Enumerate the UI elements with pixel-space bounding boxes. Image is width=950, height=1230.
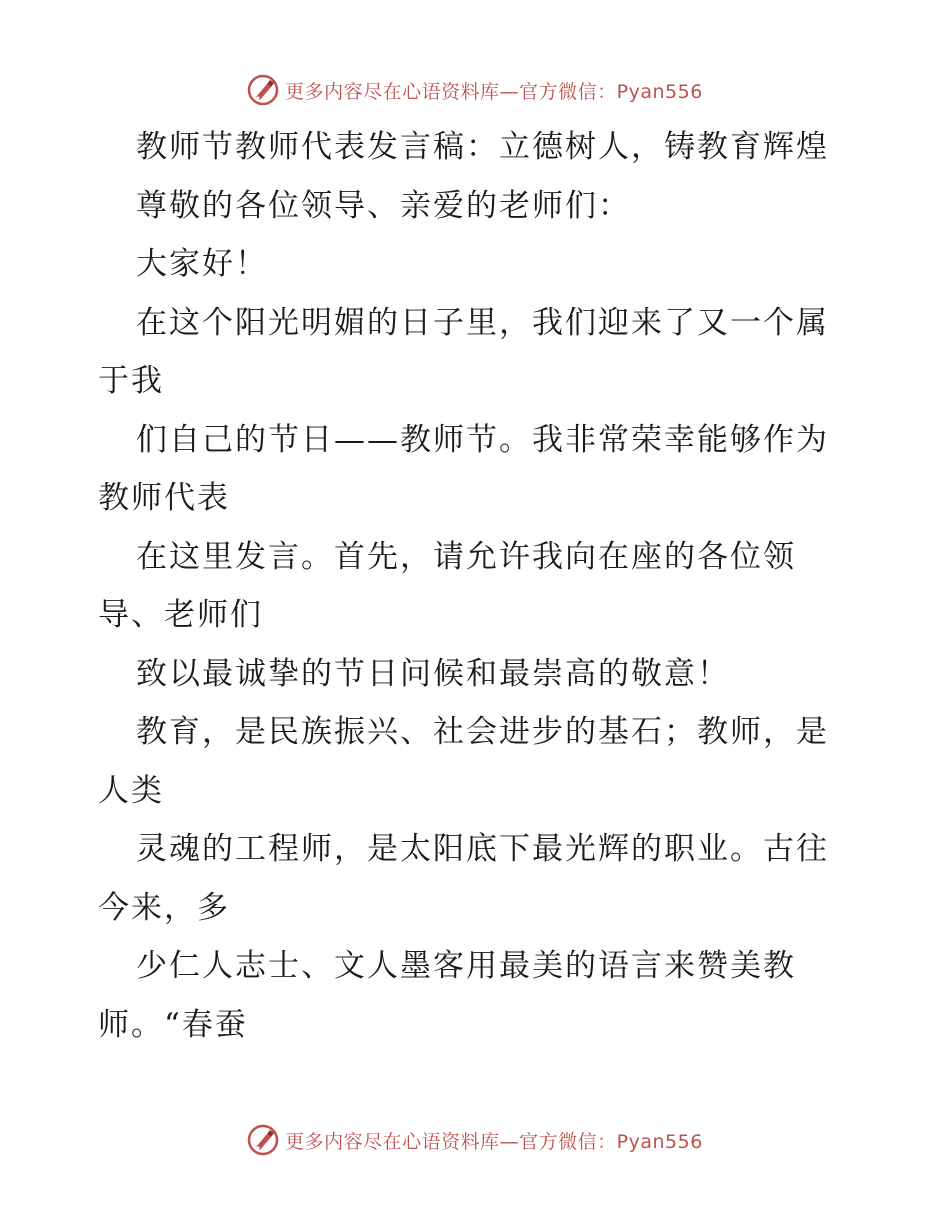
watermark-text: 更多内容尽在心语资料库—官方微信：Pyan556 bbox=[285, 80, 703, 103]
text-line: 教育，是民族振兴、社会进步的基石；教师，是 bbox=[136, 714, 829, 750]
watermark-text: 更多内容尽在心语资料库—官方微信：Pyan556 bbox=[285, 1130, 703, 1153]
text-line: 少仁人志士、文人墨客用最美的语言来赞美教 bbox=[136, 948, 796, 984]
pen-logo-icon bbox=[247, 74, 279, 106]
text-line: 今来，多 bbox=[98, 889, 230, 926]
text-line: 大家好！ bbox=[136, 246, 268, 282]
header-watermark bbox=[0, 70, 950, 110]
text-line: 教师节教师代表发言稿：立德树人，铸教育辉煌 bbox=[136, 129, 829, 165]
text-line: 在这里发言。首先，请允许我向在座的各位领 bbox=[136, 538, 796, 575]
text-line: 们自己的节日——教师节。我非常荣幸能够作为 bbox=[136, 421, 829, 458]
text-line: 于我 bbox=[98, 363, 164, 399]
text-line: 导、老师们 bbox=[98, 597, 263, 633]
text-line: 人类 bbox=[98, 772, 164, 809]
text-line: 教师代表 bbox=[98, 480, 230, 516]
pen-logo-icon bbox=[247, 1124, 279, 1156]
footer-watermark bbox=[0, 1120, 950, 1160]
text-line: 尊敬的各位领导、亲爱的老师们： bbox=[136, 187, 631, 224]
text-line: 灵魂的工程师，是太阳底下最光辉的职业。古往 bbox=[136, 831, 829, 867]
document-body bbox=[98, 118, 858, 1054]
text-line: 致以最诚挚的节日问候和最崇高的敬意！ bbox=[136, 655, 730, 692]
text-line: 在这个阳光明媚的日子里，我们迎来了又一个属 bbox=[136, 304, 829, 341]
text-line: 师。“春蚕 bbox=[98, 1006, 248, 1043]
